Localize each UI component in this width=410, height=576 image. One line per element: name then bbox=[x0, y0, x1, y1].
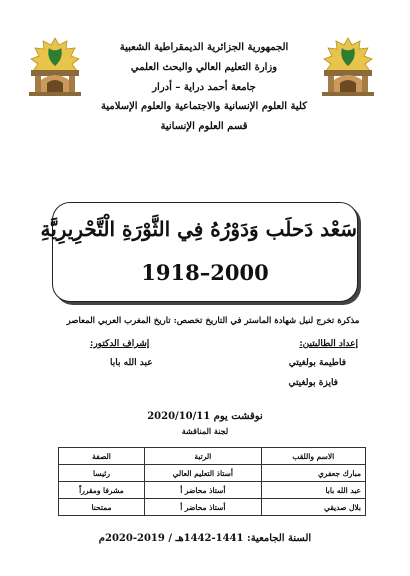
jury-table bbox=[58, 447, 366, 516]
student-name: فاطيمة بولغيتي bbox=[288, 358, 346, 368]
thesis-years: 1918–2000 bbox=[141, 260, 269, 285]
jury-table-header bbox=[59, 448, 366, 465]
jury-header-rank: الرتبة bbox=[144, 448, 261, 465]
jury-member-role: مشرفا ومقرراً bbox=[59, 482, 145, 499]
department-name: قسم العلوم الإنسانية bbox=[160, 121, 248, 132]
jury-header-name: الاسم واللقب bbox=[261, 448, 365, 465]
academic-year: السنة الجامعية: 1441-1442هـ / 2019-2020م bbox=[98, 533, 312, 544]
jury-member-name: بلال صديقي bbox=[261, 499, 365, 516]
jury-member-role: ممتحنا bbox=[59, 499, 145, 516]
jury-member-rank: أستاذ التعليم العالي bbox=[144, 465, 261, 482]
thesis-title-box bbox=[40, 202, 358, 302]
republic-name: الجمهورية الجزائرية الديمقراطية الشعبية bbox=[119, 42, 289, 53]
table-row bbox=[59, 499, 366, 516]
committee-title: لجنة المناقشة bbox=[181, 426, 229, 436]
jury-member-rank: أستاذ محاضر أ bbox=[144, 482, 261, 499]
faculty-name: كلية العلوم الإنسانية والاجتماعية والعلوم الإسلامية bbox=[101, 101, 307, 112]
jury-member-name: عبد الله بابا bbox=[261, 482, 365, 499]
supervisor-label: إشراف الدكتور: bbox=[90, 339, 150, 349]
defense-date: نوقشت يوم 2020/10/11 bbox=[147, 411, 263, 422]
ministry-name: وزارة التعليم العالي والبحث العلمي bbox=[130, 62, 278, 73]
student-name: فايزة بولغيتي bbox=[288, 378, 338, 388]
university-emblem-icon bbox=[318, 36, 378, 98]
jury-member-name: مبارك جعفري bbox=[261, 465, 365, 482]
thesis-title: سَعْد دَحلَب وَدَوْرُهُ فِي الثَّوْرَةِ الْتَّحْرِيرِيَّةِ bbox=[40, 217, 357, 241]
thesis-subtitle: مذكرة تخرج لنيل شهادة الماستر في التاريخ تخصص: تاريخ المغرب العربي المعاصر bbox=[66, 316, 360, 326]
table-row bbox=[59, 465, 366, 482]
university-name: جامعة أحمد دراية – أدرار bbox=[152, 82, 256, 93]
supervisor-name: عبد الله بابا bbox=[110, 358, 153, 368]
table-row bbox=[59, 482, 366, 499]
university-emblem-icon bbox=[25, 36, 85, 98]
students-label: إعداد الطالبتين: bbox=[299, 339, 358, 349]
jury-header-role: الصفة bbox=[59, 448, 145, 465]
jury-member-role: رئيسا bbox=[59, 465, 145, 482]
jury-member-rank: أستاذ محاضر أ bbox=[144, 499, 261, 516]
